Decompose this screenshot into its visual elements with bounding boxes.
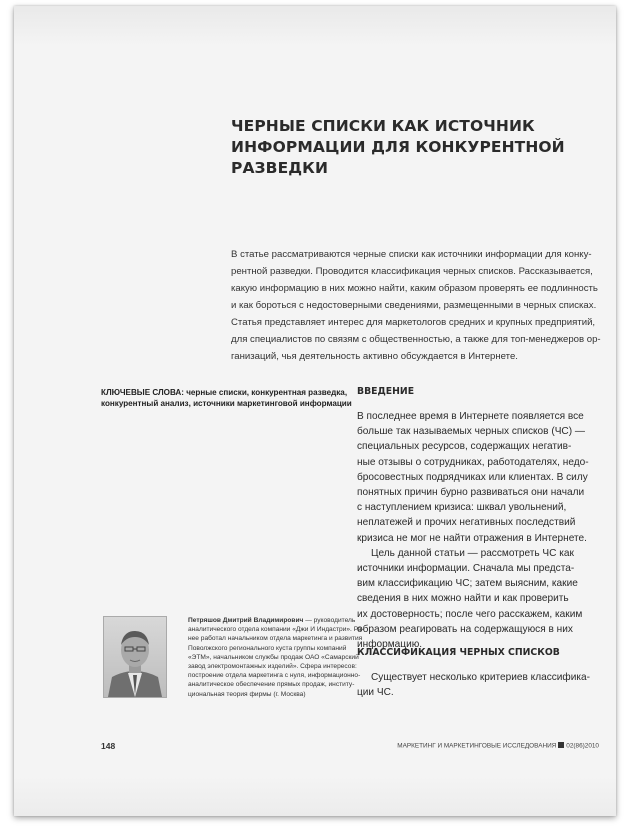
author-bio-line: нее работал начальником отдела маркетинга и развития (188, 635, 363, 643)
abstract-line: ганизаций, чья деятельность активно обсуждается в Интернете. (231, 351, 518, 362)
article-title (231, 116, 591, 179)
body-line: информацию. (357, 639, 423, 651)
abstract-line: В статье рассматриваются черные списки как источники информации для конку- (231, 249, 592, 260)
title-line: ИНФОРМАЦИИ ДЛЯ КОНКУРЕНТНОЙ (231, 138, 565, 156)
author-bio-line: аналитическое обеспечение прямых продаж, институ- (188, 681, 355, 689)
body-line: сведения в них можно найти и как проверить (357, 593, 569, 605)
body-line: Существует несколько критериев классифика- (371, 672, 590, 683)
body-line: понятных причин бурно развиваться они начали (357, 487, 585, 499)
abstract-line: какую информацию в них можно найти, каким образом проверять ее подлинность (231, 283, 598, 294)
journal-name: МАРКЕТИНГ И МАРКЕТИНГОВЫЕ ИССЛЕДОВАНИЯ (397, 742, 557, 750)
section-heading-intro: ВВЕДЕНИЕ (357, 386, 415, 397)
classification-paragraph (357, 670, 597, 700)
article-abstract (231, 246, 603, 365)
abstract-line: для специалистов по связям с общественностью, а также для топ-менеджеров ор- (231, 334, 601, 345)
author-bio-line: циональная теория фирмы (г. Москва) (188, 690, 306, 698)
body-line: вим классификацию ЧС; затем выясним, какие (357, 578, 578, 590)
section-heading-classification: КЛАССИФИКАЦИЯ ЧЕРНЫХ СПИСКОВ (357, 647, 560, 658)
body-line: специальных ресурсов, содержащих негатив- (357, 441, 572, 453)
body-line: источники информации. Сначала мы предста- (357, 563, 575, 575)
abstract-line: Статья представляет интерес для маркетологов средних и крупных предприятий, (231, 317, 596, 328)
keywords-line: конкурентный анализ, источники маркетинговой информации (101, 399, 352, 408)
body-line: В последнее время в Интернете появляется все (357, 411, 584, 422)
author-bio-line: «ЭТМ», начальником службы продаж ОАО «Самарский (188, 653, 359, 661)
abstract-line: и как бороться с недостоверными сведениями, размещенными в черных списках. (231, 300, 597, 311)
author-bio-line: Поволжского регионального куста группы компаний (188, 644, 347, 652)
title-line: РАЗВЕДКИ (231, 159, 329, 177)
body-line: с наступлением кризиса: шквал увольнений, (357, 502, 567, 514)
body-line: кризиса не мог не найти отражения в Интернете. (357, 532, 587, 544)
journal-footer (394, 742, 599, 750)
body-line: ции ЧС. (357, 687, 394, 699)
body-line: неплатежей и прочих негативных последствий (357, 517, 576, 529)
keywords-label: КЛЮЧЕВЫЕ СЛОВА: (101, 388, 184, 397)
intro-paragraph (357, 409, 597, 652)
author-bio-line: аналитического отдела компании «Джи И Индастри». Ра- (188, 626, 364, 634)
author-bio (188, 616, 364, 699)
author-bio-line: — руководитель (305, 617, 356, 624)
body-line: Цель данной статьи — рассмотреть ЧС как (371, 547, 574, 559)
author-name: Петряшов Дмитрий Владимирович (188, 617, 304, 624)
page-number: 148 (101, 741, 116, 751)
square-bullet-icon (558, 742, 564, 748)
title-line: ЧЕРНЫЕ СПИСКИ КАК ИСТОЧНИК (231, 117, 535, 135)
author-photo (103, 616, 167, 698)
body-line: образом реагировать на содержащуюся в них (357, 623, 573, 635)
journal-issue: 02(86)2010 (566, 742, 599, 750)
keywords-block (101, 387, 352, 409)
author-bio-line: завод электромонтажных изделий». Сфера интересов: (188, 663, 357, 671)
body-line: их достоверность; после чего расскажем, каким (357, 608, 583, 620)
body-line: больше так называемых черных списков (ЧС) — (357, 426, 585, 438)
author-portrait-image (104, 617, 166, 697)
body-line: ные отзывы о сотрудниках, работодателях, недо- (357, 456, 589, 468)
abstract-line: рентной разведки. Проводится классификация черных списков. Рассказывается, (231, 266, 593, 277)
body-line: бросовестных подрядчиках или клиентах. В силу (357, 471, 588, 483)
keywords-line: черные списки, конкурентная разведка, (186, 388, 348, 397)
author-bio-line: построение отдела маркетинга с нуля, информационно- (188, 672, 361, 680)
page-sheet (14, 6, 616, 816)
